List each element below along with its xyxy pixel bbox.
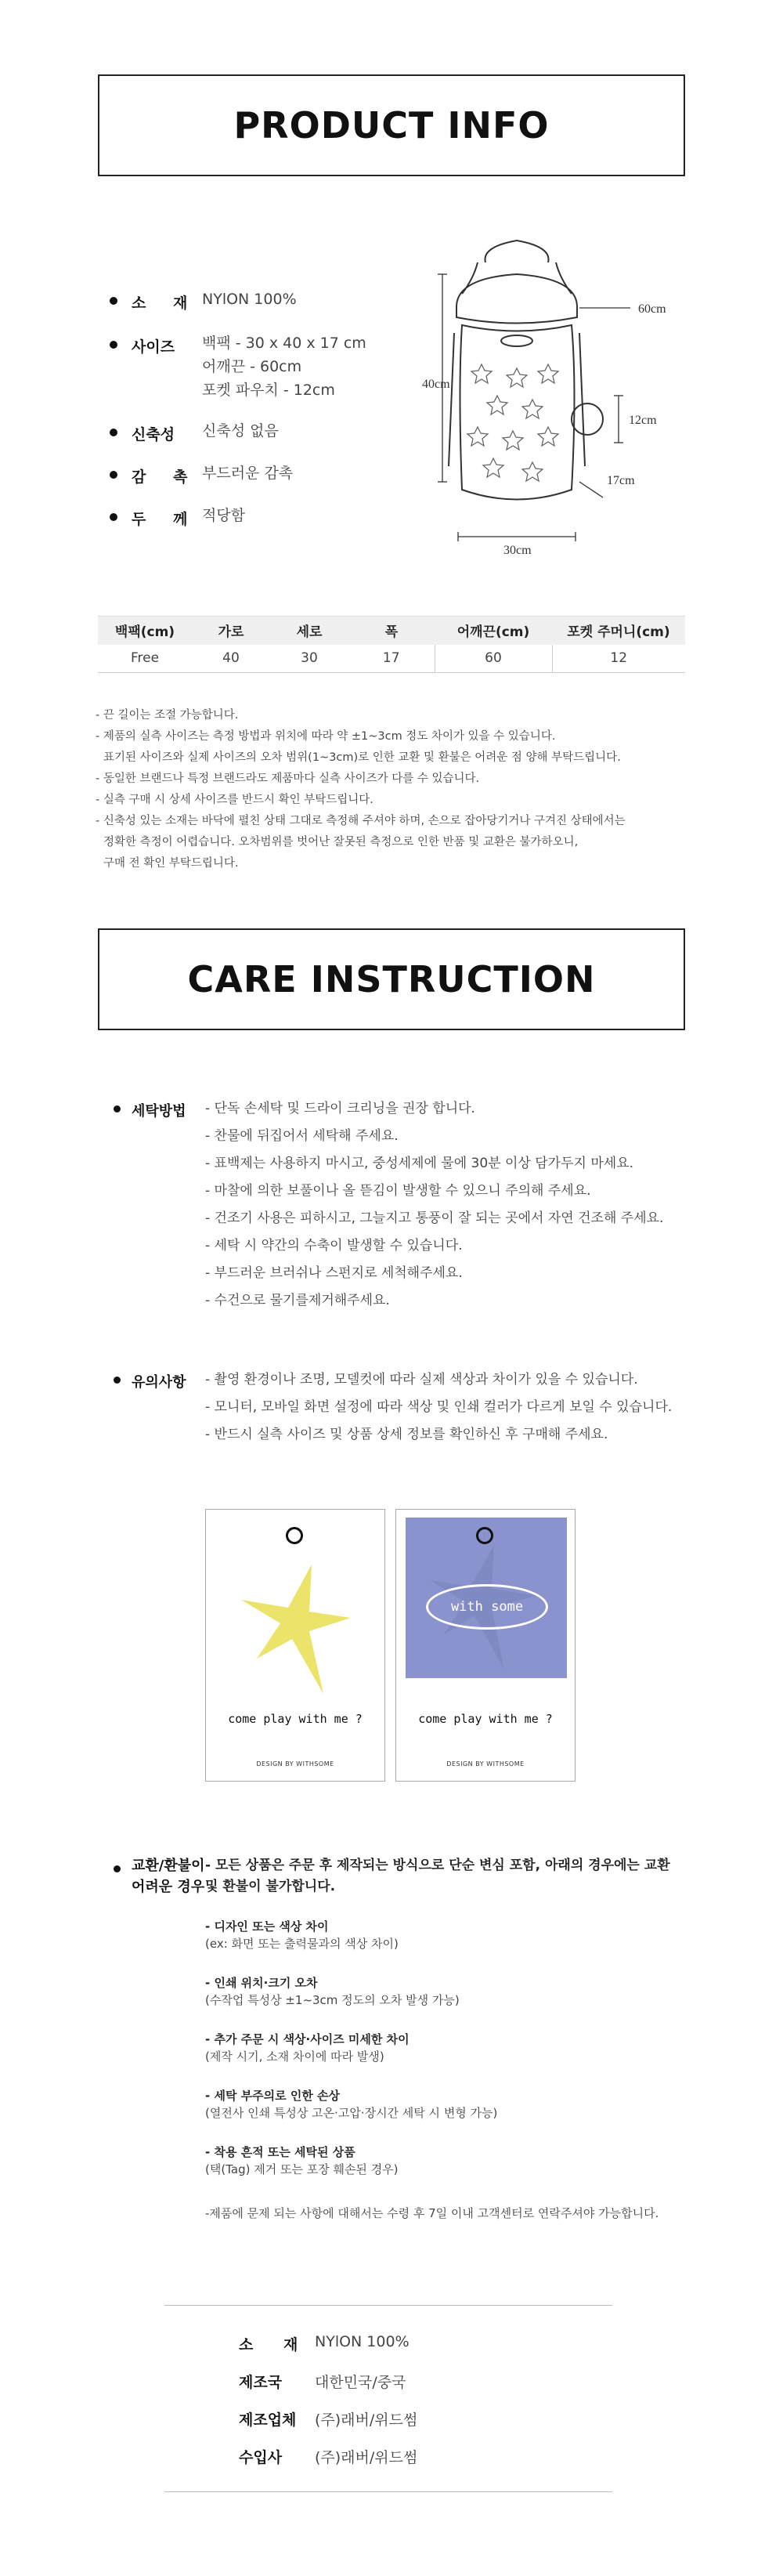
spec-value-line: 포켓 파우치 - 12cm [202,382,335,399]
tag-phrase: come play with me ? [418,1712,553,1726]
info-label: 소 재 [239,2336,311,2353]
exchange-label-line: 어려운 경우 [132,1879,205,1895]
exchange-item-title: - 착용 흔적 또는 세탁된 상품 [205,2145,355,2159]
washing-heading [114,1100,216,1120]
size-table-header [98,617,685,645]
info-label: 제조국 [239,2374,283,2391]
list-item: - 부드러운 브러쉬나 스펀지로 세척해주세요. [205,1265,463,1281]
exchange-item-desc: (택(Tag) 제거 또는 포장 훼손된 경우) [205,2162,399,2176]
spec-label: 감 촉 [132,469,199,486]
note-line: 표기된 사이즈와 실제 사이즈의 오차 범위(1~3cm)로 인한 교환 및 환불은 어려운 점 양해 부탁드립니다. [103,751,621,764]
th: 포켓 주머니(cm) [552,617,685,645]
exchange-item-desc: (제작 시기, 소재 차이에 따라 발생) [205,2050,384,2064]
exchange-heading [114,1860,216,1898]
caution-list [205,1366,672,1449]
spec-label: 소 재 [132,295,199,312]
tag-card-badge [395,1509,576,1782]
info-value: (주)래버/위드썸 [315,2411,418,2429]
bullet-icon [114,1105,121,1113]
with-some-badge: with some [426,1584,548,1630]
bullet-icon [110,341,117,349]
td: 30 [270,645,348,673]
star-pattern [467,364,558,481]
info-value: NYlON 100% [315,2333,410,2350]
spec-material [110,291,297,313]
info-label: 제조업체 [239,2411,297,2429]
list-item: - 세탁 시 약간의 수축이 발생할 수 있습니다. [205,1238,463,1254]
exchange-item-desc: (열전사 인쇄 특성상 고온·고압·장시간 세탁 시 변형 가능) [205,2106,498,2120]
td: 40 [192,645,270,673]
th: 세로 [270,617,348,645]
tag-card-star [205,1509,385,1782]
exchange-item-title: - 세탁 부주의로 인한 손상 [205,2089,341,2103]
spec-value-line: 어깨끈 - 60cm [202,358,302,375]
spec-value: NYlON 100% [202,291,297,308]
bullet-icon [114,1865,121,1872]
list-item: - 찬물에 뒤집어서 세탁해 주세요. [205,1128,399,1144]
td: 60 [435,645,552,673]
exchange-item-title: - 인쇄 위치·크기 오차 [205,1976,318,1990]
dim-strap-label: 60cm [638,302,666,316]
backpack-icon [449,241,603,500]
exchange-item-desc: (수작업 특성상 ±1~3cm 정도의 오차 발생 가능) [205,1993,460,2007]
td: Free [98,645,192,673]
washing-list [205,1095,663,1315]
dimension-lines [438,274,630,541]
info-country [239,2371,406,2392]
th: 폭 [348,617,435,645]
care-title-box [98,928,685,1030]
spec-label: 두 께 [132,511,199,528]
spec-value: 신축성 없음 [202,422,279,440]
dim-width-label: 30cm [503,544,532,557]
exchange-item [205,2144,399,2178]
exchange-item-desc: (ex: 화면 또는 출력물과의 색상 차이) [205,1937,399,1951]
size-table [98,616,685,673]
info-manufacturer [239,2408,417,2429]
bullet-icon [110,513,117,521]
bullet-icon [110,297,117,305]
spec-value-line: 백팩 - 30 x 40 x 17 cm [202,335,366,352]
tag-design-credit: DESIGN BY WITHSOME [256,1760,334,1767]
list-item: - 마찰에 의한 보풀이나 올 뜯김이 발생할 수 있으니 주의해 주세요. [205,1183,591,1199]
note-line: - 제품의 실측 사이즈는 측정 방법과 위치에 따라 약 ±1~3cm 정도 차이가 있을 수 있습니다. [96,730,556,743]
divider [164,2491,612,2492]
tag-hole-icon [286,1527,303,1544]
exchange-item [205,1974,460,2009]
bullet-icon [114,1377,121,1384]
note-line: 정확한 측정이 어렵습니다. 오차범위를 벗어난 잘못된 측정으로 인한 반품 및 교환은 불가하오니, [103,836,579,848]
spec-texture [110,465,293,487]
note-line: - 끈 길이는 조절 가능합니다. [96,709,239,722]
list-item: - 반드시 실측 사이즈 및 상품 상세 정보를 확인하신 후 구매해 주세요. [205,1427,608,1442]
th: 백팩(cm) [98,617,192,645]
info-value: (주)래버/위드썸 [315,2449,418,2466]
info-importer [239,2446,417,2467]
info-material [239,2333,410,2354]
exchange-main-text: - 모든 상품은 주문 후 제작되는 방식으로 단순 변심 포함, 아래의 경우에는 교환 및 환불이 불가합니다. [205,1858,670,1894]
spec-stretch [110,423,279,444]
list-item: - 수건으로 물기를제거해주세요. [205,1293,390,1308]
washing-label: 세탁방법 [132,1103,186,1120]
note-line: - 실측 구매 시 상세 사이즈를 반드시 확인 부탁드립니다. [96,794,373,806]
exchange-item-title: - 추가 주문 시 색상·사이즈 미세한 차이 [205,2032,410,2046]
list-item: - 모니터, 모바일 화면 설정에 따라 색상 및 인쇄 컬러가 다르게 보일 수 있습니다. [205,1399,673,1415]
caution-label: 유의사항 [132,1374,186,1391]
caution-heading [114,1371,216,1391]
spec-size [110,335,366,402]
bullet-icon [110,471,117,479]
note-line: - 동일한 브랜드나 특정 브랜드라도 제품마다 실측 사이즈가 다를 수 있습니다. [96,772,480,785]
dim-height-label: 40cm [422,378,450,391]
th: 가로 [192,617,270,645]
tag-design-credit: DESIGN BY WITHSOME [446,1760,525,1767]
table-row [98,645,685,673]
th: 어깨끈(cm) [435,617,552,645]
product-info-title-box [98,74,685,176]
size-notes [96,705,626,874]
tag-phrase: come play with me ? [228,1712,363,1726]
exchange-item-title: - 디자인 또는 색상 차이 [205,1919,329,1934]
note-line: 구매 전 확인 부탁드립니다. [103,857,239,870]
divider [164,2305,612,2306]
exchange-item [205,2087,497,2122]
td: 12 [552,645,685,673]
exchange-label-line: 교환/환불이 [132,1858,205,1874]
spec-value: 적당함 [202,507,246,524]
exchange-footer-note: -제품에 문제 되는 사항에 대해서는 수령 후 7일 이내 고객센터로 연락주셔야 가능합니다. [205,2206,659,2220]
bullet-icon [110,429,117,436]
tag-hole-icon [476,1527,493,1544]
dim-pouch-label: 12cm [629,414,657,427]
section-title: PRODUCT INFO [233,104,550,147]
note-line: - 신축성 있는 소재는 바닥에 펼친 상태 그대로 측정해 주셔야 하며, 손으로 잡아당기거나 구겨진 상태에서는 [96,815,626,827]
list-item: - 표백제는 사용하지 마시고, 중성세제에 물에 30분 이상 담가두지 마세요. [205,1156,634,1171]
exchange-label [132,1855,216,1898]
backpack-size-diagram [422,231,693,560]
dim-depth-label: 17cm [607,474,635,487]
section-title: CARE INSTRUCTION [187,958,596,1000]
list-item: - 건조기 사용은 피하시고, 그늘지고 통풍이 잘 되는 곳에서 자연 건조해 주세요. [205,1210,664,1226]
spec-value: 부드러운 감촉 [202,465,294,482]
spec-label: 신축성 [132,426,175,443]
list-item: - 단독 손세탁 및 드라이 크리닝을 권장 합니다. [205,1101,475,1116]
spec-thickness [110,508,245,529]
info-value: 대한민국/중국 [315,2374,406,2391]
list-item: - 촬영 환경이나 조명, 모델컷에 따라 실제 색상과 차이가 있을 수 있습니다. [205,1372,638,1387]
td: 17 [348,645,435,673]
yellow-star-icon [237,1557,355,1698]
spec-value [202,331,366,402]
info-label: 수입사 [239,2449,283,2466]
exchange-item [205,1918,399,1952]
exchange-item [205,2031,410,2065]
spec-label: 사이즈 [132,338,175,356]
